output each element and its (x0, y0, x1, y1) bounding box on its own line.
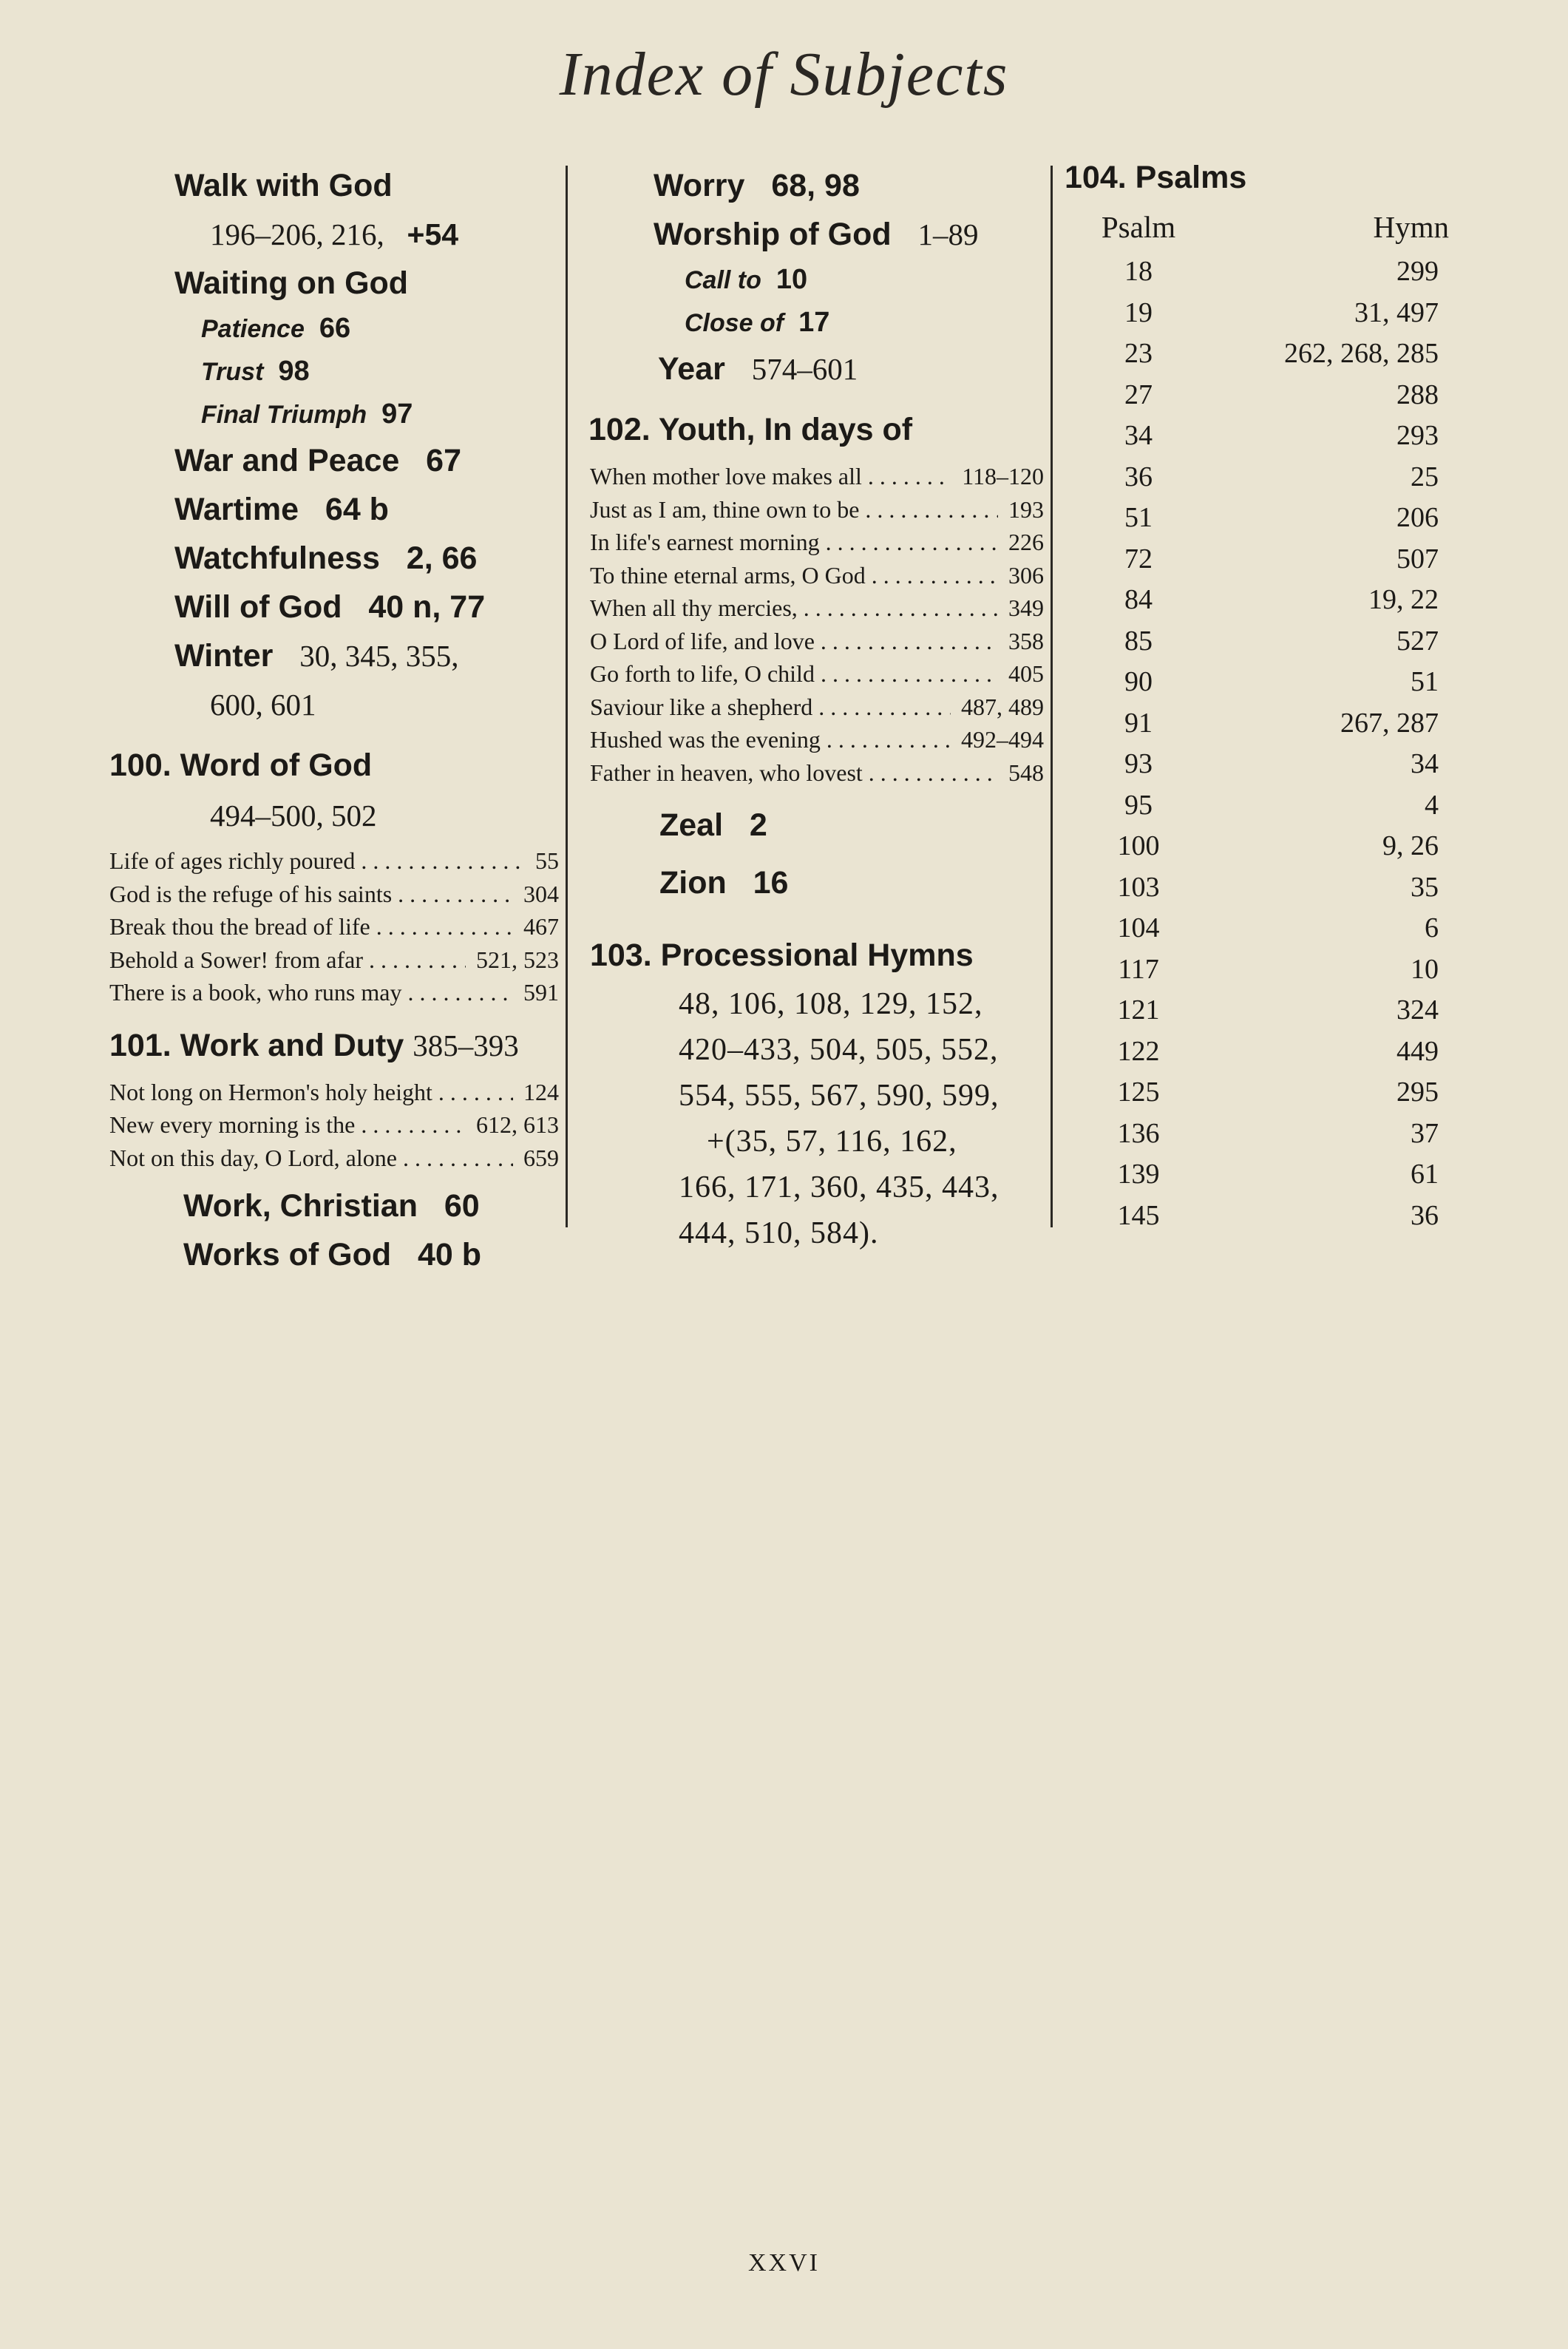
psalm-column-header: Psalm (1101, 210, 1176, 244)
hymn-number: 449 (1396, 1035, 1439, 1067)
section-103-processional-hymns: 103. Processional Hymns (590, 938, 974, 973)
page-title: Index of Subjects (559, 40, 1009, 109)
column-divider (1051, 166, 1053, 1227)
index-column-1 (109, 161, 559, 1279)
psalm-number: 91 (1124, 707, 1153, 739)
hymn-number: 299 (1396, 256, 1439, 287)
hymn-entry: In life's earnest morning . . . 226 (590, 526, 1044, 559)
psalm-row (1065, 375, 1464, 416)
psalm-row (1065, 703, 1464, 745)
psalm-row (1065, 621, 1464, 662)
subject-worship-of-god: Worship of God 1–89 (654, 217, 979, 252)
psalm-row (1065, 457, 1464, 498)
hymn-number-line: 166, 171, 360, 435, 443, (679, 1170, 999, 1204)
page-number: XXVI (748, 2249, 820, 2277)
psalm-number: 95 (1124, 789, 1153, 821)
hymn-number: 324 (1396, 994, 1439, 1026)
hymn-entry: New every morning is the . . . 612, 613 (109, 1108, 559, 1142)
hymn-number: 9, 26 (1382, 830, 1439, 861)
hymn-number: 19, 22 (1368, 584, 1439, 615)
subtopic-patience: Patience 66 (201, 313, 351, 344)
column-divider (566, 166, 568, 1227)
hymn-number: 6 (1425, 912, 1439, 943)
hymn-entry: Break thou the bread of life . . . 467 (109, 910, 559, 943)
psalm-number: 104 (1117, 912, 1160, 943)
hymn-entry: Not long on Hermon's holy height . . . 124 (109, 1076, 559, 1109)
subject-wartime: Wartime 64 b (174, 492, 389, 527)
psalm-number: 23 (1124, 338, 1153, 369)
psalm-row (1065, 1031, 1464, 1073)
subject-winter: Winter 30, 345, 355, (174, 638, 459, 674)
hymn-entry: When mother love makes all . . . 118–120 (590, 460, 1044, 493)
psalm-number: 122 (1117, 1035, 1160, 1067)
psalm-row (1065, 785, 1464, 827)
subject-zeal: Zeal 2 (659, 807, 767, 843)
hymn-number-line: 420–433, 504, 505, 552, (679, 1033, 999, 1067)
psalm-number: 27 (1124, 379, 1153, 410)
hymn-number-line: 554, 555, 567, 590, 599, (679, 1079, 999, 1113)
psalm-number: 19 (1124, 296, 1153, 328)
hymn-column-header: Hymn (1373, 210, 1449, 244)
hymn-entry: Father in heaven, who lovest . . . 548 (590, 756, 1044, 790)
hymn-entry: When all thy mercies, . . . 349 (590, 592, 1044, 625)
subject-war-and-peace: War and Peace 67 (174, 443, 462, 478)
hymn-entry: Saviour like a shepherd . . . 487, 489 (590, 691, 1044, 724)
hymn-entry: Life of ages richly poured . . . 55 (109, 844, 559, 878)
psalm-number: 18 (1124, 256, 1153, 287)
subject-works-of-god: Works of God 40 b (183, 1237, 481, 1272)
psalm-row (1065, 990, 1464, 1031)
psalm-number: 136 (1117, 1117, 1160, 1149)
subject-year: Year 574–601 (658, 351, 858, 387)
work-and-duty-entries (109, 1076, 559, 1175)
hymn-number: 4 (1425, 789, 1439, 821)
hymn-number: 507 (1396, 543, 1439, 574)
hymn-entry: Hushed was the evening . . . 492–494 (590, 723, 1044, 756)
subject-winter-refs: 600, 601 (210, 688, 316, 722)
psalms-table (1065, 251, 1464, 1236)
hymn-number: 31, 497 (1354, 296, 1439, 328)
hymn-number-line: 48, 106, 108, 129, 152, (679, 987, 983, 1021)
word-of-god-refs: 494–500, 502 (210, 799, 377, 833)
psalm-number: 103 (1117, 871, 1160, 903)
subtopic-final-triumph: Final Triumph 97 (201, 399, 413, 430)
subject-will-of-god: Will of God 40 n, 77 (174, 589, 486, 625)
subtopic-call-to: Call to 10 (685, 264, 808, 295)
psalm-number: 85 (1124, 625, 1153, 657)
hymn-number: 206 (1396, 502, 1439, 533)
section-100-word-of-god: 100. Word of God (109, 748, 373, 783)
hymn-entry: Behold a Sower! from afar . . . 521, 523 (109, 943, 559, 977)
psalm-row (1065, 416, 1464, 457)
psalm-number: 145 (1117, 1199, 1160, 1231)
psalm-number: 51 (1124, 502, 1153, 533)
psalm-number: 72 (1124, 543, 1153, 574)
subtopic-close-of: Close of 17 (685, 307, 830, 338)
subject-work-christian: Work, Christian 60 (183, 1188, 480, 1224)
psalm-row (1065, 333, 1464, 375)
psalm-number: 36 (1124, 461, 1153, 492)
hymn-number: 262, 268, 285 (1284, 338, 1439, 369)
psalm-row (1065, 498, 1464, 539)
subject-waiting-on-god: Waiting on God (174, 265, 409, 301)
subject-walk-with-god-refs: 196–206, 216, +54 (210, 217, 459, 251)
subject-zion: Zion 16 (659, 865, 789, 901)
subject-walk-with-god: Walk with God (174, 168, 393, 203)
hymn-number-line: 444, 510, 584). (679, 1216, 879, 1250)
psalm-number: 139 (1117, 1159, 1160, 1190)
psalm-number: 117 (1118, 953, 1159, 985)
section-101-work-and-duty: 101. Work and Duty 385–393 (109, 1027, 519, 1063)
hymn-number: 25 (1411, 461, 1439, 492)
hymn-number: 288 (1396, 379, 1439, 410)
subject-watchfulness: Watchfulness 2, 66 (174, 540, 478, 576)
hymn-entry: To thine eternal arms, O God . . . 306 (590, 559, 1044, 592)
hymn-number-line: +(35, 57, 116, 162, (707, 1125, 957, 1159)
hymn-entry: O Lord of life, and love . . . 358 (590, 625, 1044, 658)
index-column-3 (1065, 161, 1464, 1236)
hymn-entry: Go forth to life, O child . . . 405 (590, 657, 1044, 691)
psalm-row (1065, 293, 1464, 334)
hymn-number: 293 (1396, 420, 1439, 451)
hymn-number: 61 (1411, 1159, 1439, 1190)
psalm-row (1065, 867, 1464, 909)
psalms-table-header (1065, 203, 1464, 251)
psalm-row (1065, 826, 1464, 867)
psalm-row (1065, 580, 1464, 621)
psalm-row (1065, 251, 1464, 293)
word-of-god-entries (109, 844, 559, 1009)
hymn-number: 36 (1411, 1199, 1439, 1231)
psalm-row (1065, 1072, 1464, 1114)
psalm-row (1065, 662, 1464, 703)
psalm-row (1065, 1114, 1464, 1155)
hymn-entry: Just as I am, thine own to be . . . 193 (590, 493, 1044, 526)
psalm-row (1065, 744, 1464, 785)
psalm-row (1065, 1154, 1464, 1196)
hymn-number: 35 (1411, 871, 1439, 903)
hymn-number: 295 (1396, 1077, 1439, 1108)
subtopic-trust: Trust 98 (201, 356, 310, 387)
hymn-number: 527 (1396, 625, 1439, 657)
subject-worry: Worry 68, 98 (654, 168, 860, 203)
psalm-row (1065, 949, 1464, 991)
section-102-youth: 102. Youth, In days of (588, 412, 913, 447)
psalm-number: 121 (1117, 994, 1160, 1026)
psalm-number: 34 (1124, 420, 1153, 451)
youth-entries (577, 460, 1044, 789)
hymn-entry: God is the refuge of his saints . . . 304 (109, 878, 559, 911)
hymn-entry: There is a book, who runs may . . . 591 (109, 976, 559, 1009)
index-column-2 (577, 161, 1044, 1256)
psalm-number: 125 (1117, 1077, 1160, 1108)
psalm-number: 93 (1124, 748, 1153, 779)
hymn-entry: Not on this day, O Lord, alone . . . 659 (109, 1142, 559, 1175)
psalm-row (1065, 1196, 1464, 1237)
hymn-number: 267, 287 (1340, 707, 1439, 739)
psalm-row (1065, 908, 1464, 949)
psalm-row (1065, 539, 1464, 580)
hymn-number: 51 (1411, 666, 1439, 697)
psalm-number: 84 (1124, 584, 1153, 615)
processional-hymns-list (577, 981, 1044, 1256)
psalm-number: 100 (1117, 830, 1160, 861)
hymn-number: 34 (1411, 748, 1439, 779)
hymn-number: 37 (1411, 1117, 1439, 1149)
psalm-number: 90 (1124, 666, 1153, 697)
hymn-number: 10 (1411, 953, 1439, 985)
section-104-psalms: 104. Psalms (1065, 160, 1247, 195)
